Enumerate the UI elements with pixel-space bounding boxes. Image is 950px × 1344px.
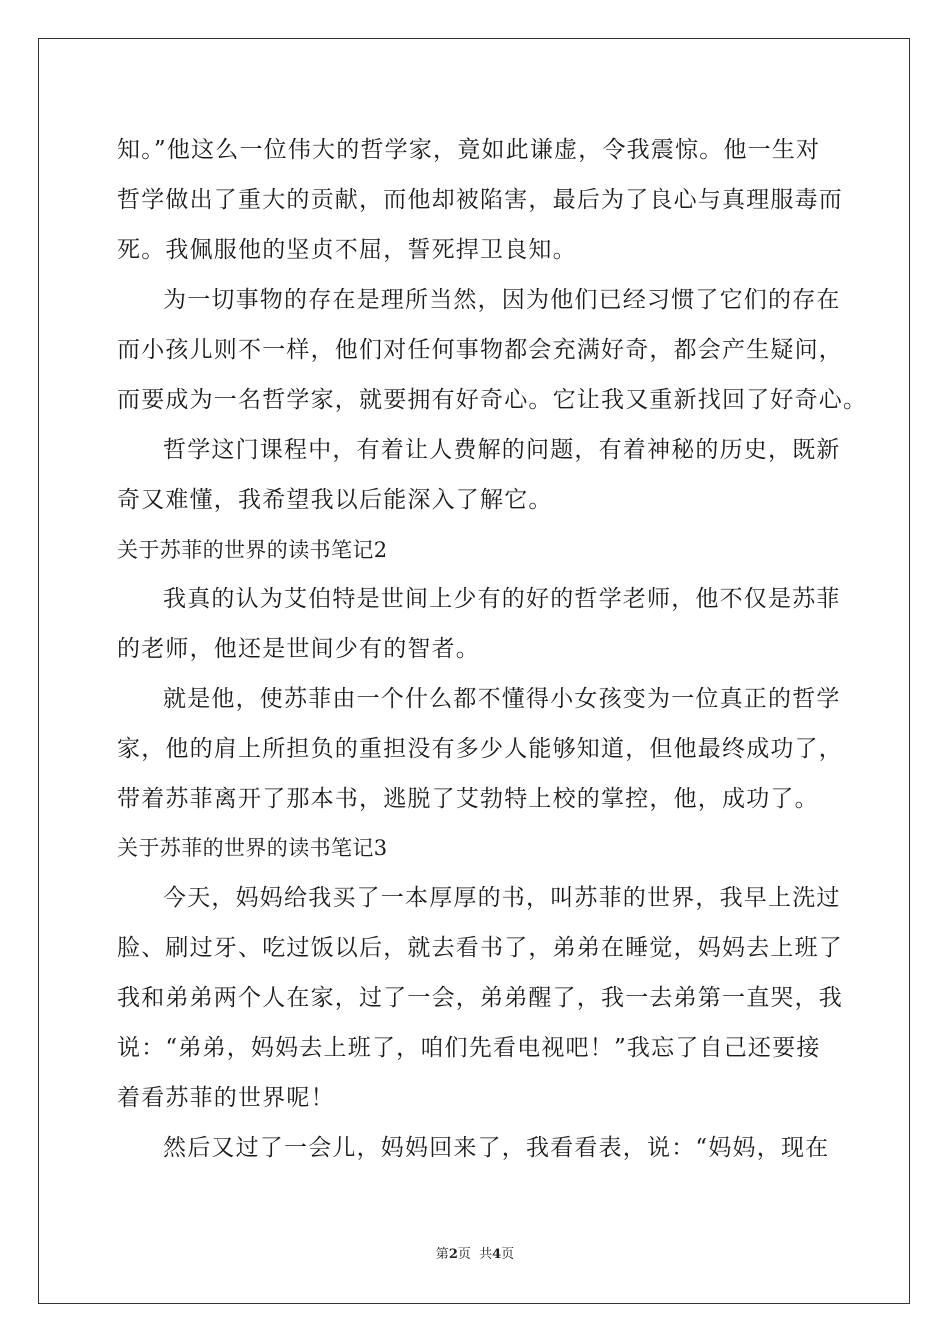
paragraph-first-line: 为一切事物的存在是理所当然，因为他们已经习惯了它们的存在 [163,287,841,313]
current-page-number: 2 [448,1247,458,1262]
page-suffix: 页 [501,1247,515,1262]
body-line: 的老师，他还是世间少有的智者。 [117,636,480,662]
body-line: 死。我佩服他的坚贞不屈，誓死捍卫良知。 [117,237,577,263]
page-mid-text: 页 共 [457,1247,493,1262]
body-line: 说：“弟弟，妈妈去上班了，咱们先看电视吧！”我忘了自己还要接 [117,1035,821,1061]
body-line: 奇又难懂，我希望我以后能深入了解它。 [117,487,553,513]
body-line: 而要成为一名哲学家，就要拥有好奇心。它让我又重新找回了好奇心。 [117,387,868,413]
paragraph-first-line: 我真的认为艾伯特是世间上少有的好的哲学老师，他不仅是苏菲 [163,586,841,612]
paragraph-first-line: 今天，妈妈给我买了一本厚厚的书，叫苏菲的世界，我早上洗过 [163,885,841,911]
body-line: 哲学做出了重大的贡献，而他却被陷害，最后为了良心与真理服毒而 [117,187,843,213]
body-line: 而小孩儿则不一样，他们对任何事物都会充满好奇，都会产生疑问， [117,337,843,363]
paragraph-first-line: 就是他，使苏菲由一个什么都不懂得小女孩变为一位真正的哲学 [163,686,841,712]
page-prefix: 第 [435,1247,449,1262]
body-line: 着看苏菲的世界呢！ [117,1085,335,1111]
body-line: 知。”他这么一位伟大的哲学家，竟如此谦虚，令我震惊。他一生对 [117,137,821,163]
page-border [38,38,910,1304]
body-line: 我和弟弟两个人在家，过了一会，弟弟醒了，我一去弟第一直哭，我 [117,985,843,1011]
section-heading: 关于苏菲的世界的读书笔记3 [117,836,388,860]
body-line: 脸、刷过牙、吃过饭以后，就去看书了，弟弟在睡觉，妈妈去上班了 [117,935,843,961]
body-line: 带着苏菲离开了那本书，逃脱了艾勃特上校的掌控，他，成功了。 [117,786,819,812]
paragraph-first-line: 哲学这门课程中，有着让人费解的问题，有着神秘的历史，既新 [163,437,841,463]
section-heading: 关于苏菲的世界的读书笔记2 [117,538,388,562]
total-page-number: 4 [492,1247,502,1262]
page-number-footer [0,1246,950,1264]
paragraph-first-line: 然后又过了一会儿，妈妈回来了，我看看表，说：“妈妈，现在 [163,1135,830,1161]
body-line: 家，他的肩上所担负的重担没有多少人能够知道，但他最终成功了， [117,736,843,762]
